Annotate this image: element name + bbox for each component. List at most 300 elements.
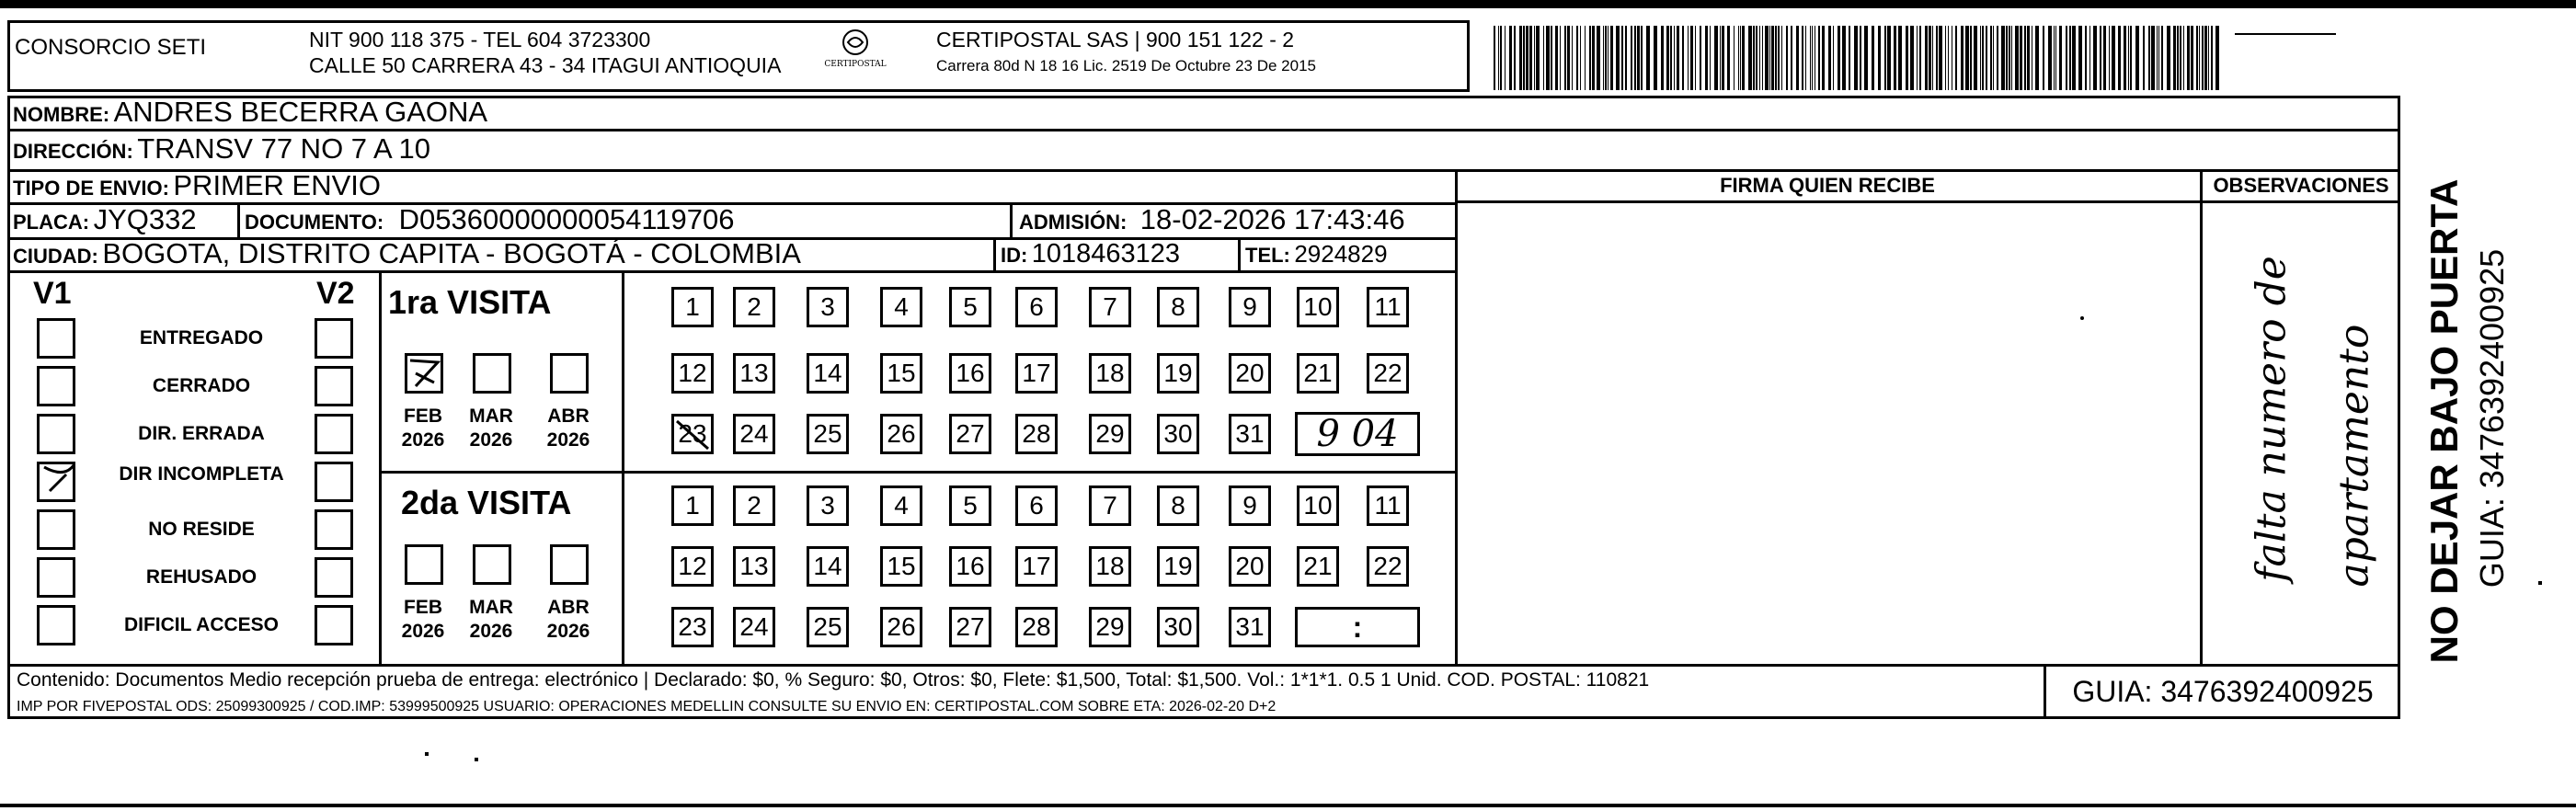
barcode-bar [2089, 26, 2090, 90]
status-v2-checkbox[interactable] [315, 366, 353, 406]
day-box[interactable]: 28 [1015, 414, 1058, 454]
footer-line [7, 664, 2400, 667]
barcode-bar [1564, 26, 1566, 90]
barcode-bar [2072, 26, 2076, 90]
barcode-bar [1878, 26, 1881, 90]
month-checkbox[interactable] [405, 544, 443, 585]
visit1-time: 9 04 [1316, 413, 1399, 455]
side-guia: GUIA: 3476392400925 [2473, 248, 2511, 588]
month-checkbox[interactable] [473, 353, 511, 394]
barcode-bar [1925, 26, 1928, 90]
barcode-bar [1854, 26, 1858, 90]
day-box[interactable]: 13 [733, 546, 775, 587]
status-v2-checkbox[interactable] [315, 318, 353, 359]
nit-line: NIT 900 118 375 - TEL 604 3723300 [309, 28, 651, 51]
status-v1-checkbox[interactable] [37, 414, 75, 454]
tel-label: TEL: [1245, 244, 1290, 267]
barcode-bar [1910, 26, 1914, 90]
day-box[interactable]: 11 [1367, 485, 1409, 526]
status-v1-checkbox[interactable] [37, 366, 75, 406]
day-box[interactable]: 12 [671, 353, 714, 394]
barcode-bar [1690, 26, 1693, 90]
day-box[interactable]: 23 [671, 414, 714, 454]
barcode-bar [2167, 26, 2170, 90]
barcode-bar [1603, 26, 1604, 90]
barcode-bar [1526, 26, 1528, 90]
barcode-bar [1810, 26, 1811, 90]
day-box[interactable]: 20 [1229, 546, 1271, 587]
barcode-bar [1802, 26, 1803, 90]
month-checkbox[interactable] [473, 544, 511, 585]
tel-value: 2924829 [1294, 240, 1388, 268]
barcode-bar [1560, 26, 1561, 90]
firma-divider [1455, 169, 1458, 664]
status-v1-checkbox[interactable] [37, 509, 75, 550]
ciudad-label: CIUDAD: [13, 245, 98, 268]
barcode-bar [1939, 26, 1942, 90]
direccion-row [13, 132, 430, 171]
day-box[interactable]: 10 [1297, 485, 1339, 526]
barcode-bar [2199, 26, 2200, 90]
barcode-bar [2183, 26, 2184, 90]
barcode-bar [1775, 26, 1777, 90]
barcode-bar [1529, 26, 1532, 90]
barcode-bar [1974, 26, 1977, 90]
v1-label: V1 [33, 276, 72, 311]
bottom-dot-2 [475, 758, 478, 761]
barcode-bar [1936, 26, 1938, 90]
barcode-bar [1519, 26, 1522, 90]
visit1-title: 1ra VISITA [388, 283, 552, 321]
barcode-bar [1695, 26, 1696, 90]
barcode-bar [2103, 26, 2106, 90]
barcode-bar [2157, 26, 2158, 90]
day-box[interactable]: 21 [1297, 546, 1339, 587]
barcode-bar [1906, 26, 1908, 90]
direccion-value: TRANSV 77 NO 7 A 10 [137, 132, 430, 165]
id-divider [993, 237, 996, 270]
barcode-bar [1597, 26, 1600, 90]
nombre-label: NOMBRE: [13, 103, 110, 126]
tipo-label: TIPO DE ENVIO: [13, 177, 169, 200]
barcode-bar [2015, 26, 2019, 90]
barcode-bar [2055, 26, 2056, 90]
day-box[interactable]: 26 [880, 414, 922, 454]
month-label: ABR [547, 406, 590, 427]
barcode-bar [2124, 26, 2126, 90]
barcode-bar [1738, 26, 1739, 90]
status-v2-checkbox[interactable] [315, 414, 353, 454]
barcode-bar [1929, 26, 1931, 90]
barcode-bar [1769, 26, 1770, 90]
day-box[interactable]: 27 [949, 607, 991, 647]
barcode-bar [1509, 26, 1512, 90]
day-box[interactable]: 17 [1015, 546, 1058, 587]
visit2-title: 2da VISITA [401, 484, 572, 521]
day-box[interactable]: 8 [1157, 485, 1199, 526]
day-box[interactable]: 6 [1015, 485, 1058, 526]
day-box[interactable]: 30 [1157, 414, 1199, 454]
visit1-time-box[interactable] [1295, 412, 1420, 456]
barcode-bar [1822, 26, 1825, 90]
visit2-time-colon: : [1352, 611, 1363, 644]
day-box[interactable]: 5 [949, 485, 991, 526]
barcode-bar [2006, 26, 2008, 90]
barcode-bar [1884, 26, 1886, 90]
barcode-bar [1677, 26, 1679, 90]
status-v1-checkbox[interactable] [37, 318, 75, 359]
barcode-bar [1894, 26, 1896, 90]
day-cross-mark [673, 416, 712, 452]
barcode-bar [1838, 26, 1840, 90]
barcode-bar [1605, 26, 1607, 90]
day-box[interactable]: 2 [733, 485, 775, 526]
barcode-bar [1637, 26, 1640, 90]
day-box[interactable]: 19 [1157, 546, 1199, 587]
id-label: ID: [1001, 244, 1028, 267]
day-box[interactable]: 4 [880, 485, 922, 526]
barcode-bar [2112, 26, 2115, 90]
status-v1-checkbox[interactable] [37, 605, 75, 645]
status-v2-checkbox[interactable] [315, 462, 353, 502]
barcode-bar [1781, 26, 1782, 90]
barcode-bar [1616, 26, 1620, 90]
day-box[interactable]: 20 [1229, 353, 1271, 394]
barcode-bar [2202, 26, 2204, 90]
day-box[interactable]: 23 [671, 607, 714, 647]
day-box[interactable]: 29 [1089, 414, 1131, 454]
barcode-bar [1756, 26, 1757, 90]
barcode-bar [1720, 26, 1721, 90]
barcode-bar [1864, 26, 1868, 90]
barcode [1492, 26, 2227, 90]
day-box[interactable]: 9 [1229, 287, 1271, 327]
day-box[interactable]: 3 [807, 287, 849, 327]
month-label: MAR [469, 406, 513, 427]
logo-text: CERTIPOSTAL [824, 60, 887, 69]
barcode-bar [2180, 26, 2181, 90]
day-box[interactable]: 5 [949, 287, 991, 327]
barcode-bar [1740, 26, 1741, 90]
barcode-bar [1500, 26, 1502, 90]
footer-guia: GUIA: 3476392400925 [2072, 675, 2374, 708]
barcode-bar [2135, 26, 2139, 90]
day-box[interactable]: 24 [733, 414, 775, 454]
barcode-bar [2069, 26, 2071, 90]
day-box[interactable]: 25 [807, 607, 849, 647]
barcode-bar [2001, 26, 2005, 90]
barcode-bar [1546, 26, 1550, 90]
address-line: CALLE 50 CARRERA 43 - 34 ITAGUI ANTIOQUIA [309, 53, 782, 77]
month-year-label: 2026 [469, 429, 513, 451]
barcode-bar [2177, 26, 2179, 90]
month-divider [622, 270, 624, 664]
month-label: FEB [404, 597, 442, 618]
day-box[interactable]: 7 [1089, 287, 1131, 327]
month-checkbox[interactable] [550, 353, 589, 394]
barcode-bar [1514, 26, 1516, 90]
barcode-bar [1674, 26, 1675, 90]
day-box[interactable]: 25 [807, 414, 849, 454]
status-v2-checkbox[interactable] [315, 557, 353, 598]
barcode-bar [1551, 26, 1552, 90]
barcode-bar [1982, 26, 1984, 90]
tipo-value: PRIMER ENVIO [173, 169, 382, 201]
barcode-bar [1710, 26, 1711, 90]
barcode-bar [2027, 26, 2030, 90]
signature-dot [2080, 316, 2084, 320]
day-box[interactable]: 28 [1015, 607, 1058, 647]
barcode-bar [2148, 26, 2150, 90]
barcode-bar [2118, 26, 2121, 90]
barcode-bar [1688, 26, 1689, 90]
barcode-bar [1742, 26, 1745, 90]
status-check-mark [42, 460, 79, 497]
barcode-bar [1646, 26, 1650, 90]
barcode-rule [2235, 33, 2336, 35]
day-box[interactable]: 27 [949, 414, 991, 454]
barcode-bar [2158, 26, 2159, 90]
barcode-bar [2215, 26, 2219, 90]
month-year-label: 2026 [546, 429, 590, 451]
barcode-bar [1494, 26, 1495, 90]
logo-icon [837, 28, 874, 57]
barcode-bar [2211, 26, 2213, 90]
visit2-time-box[interactable] [1295, 607, 1420, 647]
day-box[interactable]: 18 [1089, 546, 1131, 587]
status-v1-checkbox[interactable] [37, 557, 75, 598]
barcode-bar [1753, 26, 1755, 90]
day-box[interactable]: 10 [1297, 287, 1339, 327]
day-box[interactable]: 11 [1367, 287, 1409, 327]
barcode-bar [1585, 26, 1586, 90]
barcode-bar [1771, 26, 1774, 90]
day-box[interactable]: 6 [1015, 287, 1058, 327]
barcode-bar [2066, 26, 2067, 90]
day-box[interactable]: 18 [1089, 353, 1131, 394]
barcode-bar [2109, 26, 2110, 90]
day-box[interactable]: 16 [949, 546, 991, 587]
status-label: REHUSADO [145, 566, 258, 588]
barcode-bar [2093, 26, 2097, 90]
barcode-bar [1898, 26, 1902, 90]
barcode-bar [1786, 26, 1788, 90]
barcode-bar [1734, 26, 1735, 90]
admision-divider [1010, 202, 1013, 237]
barcode-bar [1805, 26, 1806, 90]
barcode-bar [1970, 26, 1972, 90]
company-name: CONSORCIO SETI [15, 35, 207, 60]
day-box[interactable]: 2 [733, 287, 775, 327]
barcode-bar [2204, 26, 2207, 90]
nombre-value: ANDRES BECERRA GAONA [113, 96, 488, 128]
barcode-bar [1762, 26, 1763, 90]
bottom-page-border [0, 804, 2576, 807]
barcode-bar [2187, 26, 2190, 90]
barcode-bar [2130, 26, 2132, 90]
day-box[interactable]: 29 [1089, 607, 1131, 647]
day-box[interactable]: 22 [1367, 546, 1409, 587]
observaciones-handwriting-2: apartamento [2330, 324, 2378, 588]
barcode-bar [1505, 26, 1506, 90]
barcode-bar [1759, 26, 1760, 90]
ciudad-value: BOGOTA, DISTRITO CAPITA - BOGOTÁ - COLOMBIA [102, 237, 801, 269]
barcode-bar [1608, 26, 1609, 90]
barcode-bar [1849, 26, 1850, 90]
nombre-row [13, 96, 487, 134]
day-box[interactable]: 30 [1157, 607, 1199, 647]
barcode-bar [1682, 26, 1684, 90]
barcode-bar [2011, 26, 2012, 90]
barcode-bar [1641, 26, 1643, 90]
day-box[interactable]: 7 [1089, 485, 1131, 526]
barcode-bar [1498, 26, 1499, 90]
day-box[interactable]: 15 [880, 546, 922, 587]
placa-value: JYQ332 [93, 203, 197, 235]
barcode-bar [1523, 26, 1525, 90]
direccion-label: DIRECCIÓN: [13, 140, 133, 163]
certipostal-logo [819, 28, 892, 83]
barcode-bar [1543, 26, 1544, 90]
barcode-bar [2100, 26, 2101, 90]
barcode-bar [1700, 26, 1701, 90]
month-year-label: 2026 [401, 429, 445, 451]
month-checkbox[interactable] [550, 544, 589, 585]
barcode-bar [2024, 26, 2026, 90]
day-box[interactable]: 14 [807, 353, 849, 394]
barcode-bar [1812, 26, 1813, 90]
day-box[interactable]: 9 [1229, 485, 1271, 526]
barcode-bar [1610, 26, 1613, 90]
day-box[interactable]: 13 [733, 353, 775, 394]
month-check-mark [406, 355, 443, 392]
barcode-bar [1945, 26, 1946, 90]
admision-label: ADMISIÓN: [1019, 211, 1128, 234]
day-box[interactable]: 1 [671, 287, 714, 327]
documento-value: D05360000000054119706 [398, 203, 735, 235]
day-box[interactable]: 24 [733, 607, 775, 647]
barcode-bar [1948, 26, 1949, 90]
placa-label: PLACA: [13, 211, 90, 234]
barcode-bar [1997, 26, 1998, 90]
day-box[interactable]: 31 [1229, 414, 1271, 454]
side-warning: NO DEJAR BAJO PUERTA [2422, 178, 2466, 664]
barcode-bar [2196, 26, 2198, 90]
status-divider [379, 270, 382, 664]
footer-imp: IMP POR FIVEPOSTAL ODS: 25099300925 / COD.IMP: 53999500925 USUARIO: OPERACIONES MEDELLIN CONSULTE SU ENVIO EN: CERTIPOSTAL.COM SOBRE ETA: 2026-02-20 D+2 [17, 699, 1277, 714]
day-box[interactable]: 1 [671, 485, 714, 526]
id-value: 1018463123 [1031, 239, 1181, 268]
ciudad-field [13, 237, 801, 276]
barcode-bar [1634, 26, 1636, 90]
barcode-bar [1631, 26, 1632, 90]
barcode-bar [1872, 26, 1874, 90]
barcode-bar [1860, 26, 1861, 90]
barcode-bar [2048, 26, 2052, 90]
firma-header: FIRMA QUIEN RECIBE [1720, 174, 1935, 197]
barcode-bar [1714, 26, 1718, 90]
barcode-bar [1961, 26, 1963, 90]
obs-divider [2200, 169, 2203, 664]
barcode-bar [1534, 26, 1535, 90]
status-v2-checkbox[interactable] [315, 509, 353, 550]
side-dot [2538, 581, 2542, 585]
barcode-bar [1778, 26, 1780, 90]
footer-contenido: Contenido: Documentos Medio recepción prueba de entrega: electrónico | Declarado: $0, % Seguro: $0, Otros: $0, Flete: $1,500, Total: $1,500. Vol.: 1*1*1. 0.5 1 Unid. COD. POSTAL: 110821 [17, 669, 1650, 691]
barcode-bar [2078, 26, 2082, 90]
barcode-bar [2054, 26, 2055, 90]
barcode-bar [1965, 26, 1969, 90]
documento-label: DOCUMENTO: [245, 211, 384, 234]
barcode-graphic [1492, 26, 2227, 90]
barcode-bar [1791, 26, 1792, 90]
month-year-label: 2026 [401, 621, 445, 642]
day-box[interactable]: 19 [1157, 353, 1199, 394]
day-box[interactable]: 16 [949, 353, 991, 394]
status-label: DIR INCOMPLETA [119, 463, 284, 485]
day-box[interactable]: 22 [1367, 353, 1409, 394]
day-box[interactable]: 31 [1229, 607, 1271, 647]
day-box[interactable]: 21 [1297, 353, 1339, 394]
barcode-bar [2085, 26, 2087, 90]
day-box[interactable]: 12 [671, 546, 714, 587]
day-box[interactable]: 8 [1157, 287, 1199, 327]
day-box[interactable]: 15 [880, 353, 922, 394]
barcode-bar [1727, 26, 1730, 90]
barcode-bar [1654, 26, 1657, 90]
month-label: MAR [469, 597, 513, 618]
barcode-bar [1670, 26, 1672, 90]
barcode-bar [2043, 26, 2044, 90]
carrier-line: CERTIPOSTAL SAS | 900 151 122 - 2 [936, 28, 1295, 51]
barcode-bar [2173, 26, 2176, 90]
barcode-bar [1567, 26, 1570, 90]
visit-divider [379, 471, 1455, 474]
status-label: ENTREGADO [139, 327, 264, 348]
admision-value: 18-02-2026 17:43:46 [1139, 203, 1405, 235]
barcode-bar [1828, 26, 1831, 90]
barcode-bar [2208, 26, 2209, 90]
barcode-bar [1993, 26, 1994, 90]
barcode-bar [1990, 26, 1992, 90]
status-label: DIFICIL ACCESO [123, 614, 279, 635]
barcode-bar [1592, 26, 1595, 90]
day-box[interactable]: 3 [807, 485, 849, 526]
license-line: Carrera 80d N 18 16 Lic. 2519 De Octubre 23 De 2015 [936, 57, 1316, 74]
barcode-bar [2128, 26, 2129, 90]
barcode-bar [1580, 26, 1581, 90]
observaciones-header: OBSERVACIONES [2213, 174, 2389, 197]
day-box[interactable]: 17 [1015, 353, 1058, 394]
barcode-bar [1932, 26, 1933, 90]
barcode-bar [2020, 26, 2022, 90]
barcode-bar [1722, 26, 1724, 90]
barcode-bar [1955, 26, 1957, 90]
barcode-bar [2035, 26, 2039, 90]
barcode-bar [1986, 26, 1987, 90]
barcode-bar [2161, 26, 2163, 90]
day-box[interactable]: 4 [880, 287, 922, 327]
barcode-bar [1818, 26, 1820, 90]
firma-header-line [1455, 200, 2400, 203]
status-v2-checkbox[interactable] [315, 605, 353, 645]
day-box[interactable]: 26 [880, 607, 922, 647]
barcode-bar [1589, 26, 1591, 90]
day-box[interactable]: 14 [807, 546, 849, 587]
barcode-bar [1917, 26, 1918, 90]
barcode-bar [1661, 26, 1664, 90]
month-label: ABR [547, 597, 590, 618]
